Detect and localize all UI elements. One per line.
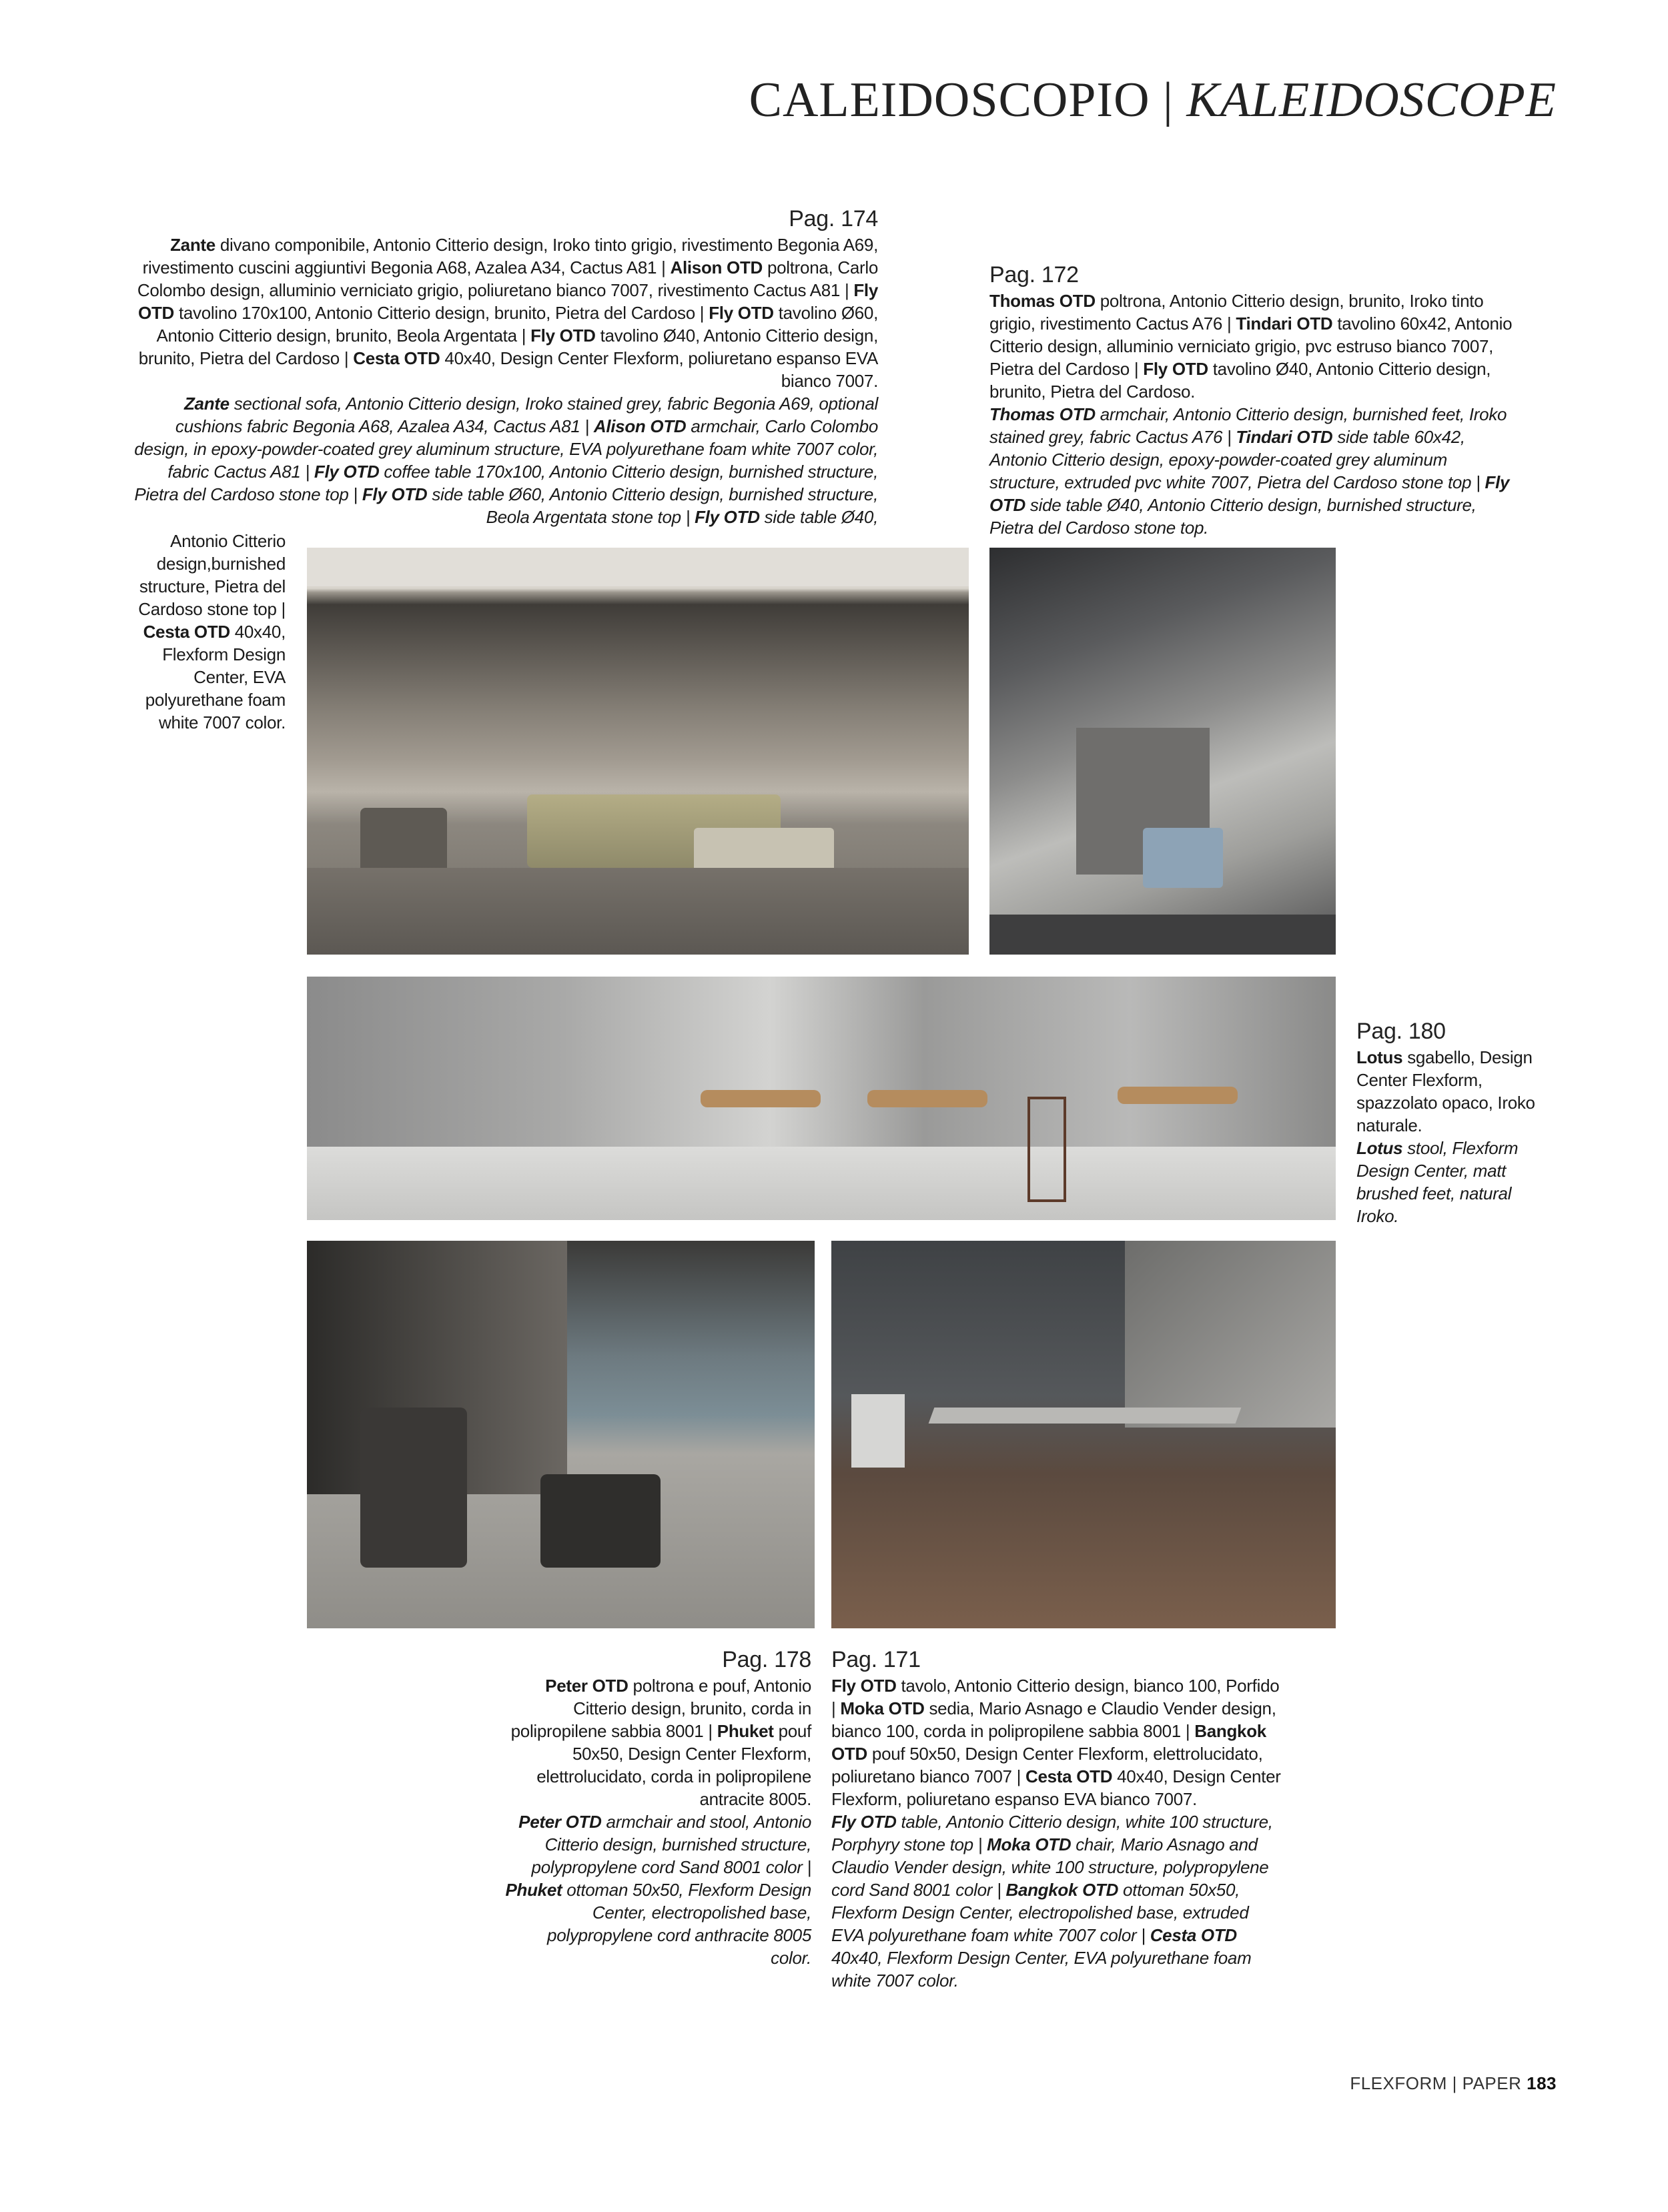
product-name: Fly OTD — [831, 1812, 897, 1832]
caption-english — [504, 1810, 811, 1969]
product-name: Tindari OTD — [1236, 427, 1333, 447]
caption-text: Antonio Citterio design,burnished structure, Pietra del Cardoso stone top | — [138, 531, 286, 619]
caption-text: table, Antonio Citterio design, white 100 structure, Porphyry stone top | — [831, 1812, 1273, 1854]
caption-text: stool, Flexform Design Center, matt brushed feet, natural Iroko. — [1356, 1138, 1519, 1226]
caption-pag-178 — [504, 1645, 811, 1969]
page-ref: Pag. 171 — [831, 1647, 921, 1672]
title-italian: CALEIDOSCOPIO — [749, 73, 1150, 127]
product-name: Fly OTD — [831, 1676, 897, 1696]
title-english: KALEIDOSCOPE — [1186, 73, 1557, 127]
caption-text: coffee table 170x100, Antonio Citterio design, burnished structure, Pietra del Cardoso stone top | — [134, 462, 878, 504]
product-name: Fly OTD — [695, 507, 760, 527]
footer-separator: | — [1452, 2073, 1457, 2093]
product-name: Fly OTD — [362, 484, 428, 504]
product-name: Cesta OTD — [1150, 1925, 1237, 1945]
product-name: Zante — [183, 394, 230, 414]
product-name: Moka OTD — [840, 1698, 925, 1718]
caption-text: 40x40, Flexform Design Center, EVA polyurethane foam white 7007 color. — [831, 1948, 1252, 1991]
product-name: Cesta OTD — [1025, 1766, 1113, 1786]
caption-text: sgabello, Design Center Flexform, spazzolato opaco, Iroko naturale. — [1356, 1047, 1535, 1135]
footer-label: PAPER — [1462, 2073, 1522, 2093]
caption-text: side table Ø40, — [759, 507, 878, 527]
caption-text: tavolino Ø40, Antonio Citterio design, brunito, Pietra del Cardoso | — [138, 326, 878, 368]
caption-italian — [128, 233, 878, 392]
caption-text: 40x40, Design Center Flexform, poliuretano espanso EVA bianco 7007. — [831, 1766, 1281, 1809]
photo-zante-sofa-terrace — [307, 548, 969, 955]
product-name: Fly OTD — [138, 280, 878, 323]
caption-text: tavolino 60x42, Antonio Citterio design, alluminio verniciato grigio, pvc estruso bianco 7007, Pietra del Cardoso | — [989, 314, 1513, 379]
caption-text: divano componibile, Antonio Citterio design, Iroko tinto grigio, rivestimento Begonia A69, rivestimento cuscini aggiuntivi Begonia A68, Azalea A34, Cactus A81 | — [142, 235, 878, 278]
caption-pag-171 — [831, 1645, 1282, 1992]
caption-pag-180 — [1356, 1017, 1557, 1227]
caption-text: tavolino Ø40, Antonio Citterio design, brunito, Pietra del Cardoso. — [989, 359, 1491, 402]
photo-lotus-stools — [307, 977, 1336, 1220]
product-name: Thomas OTD — [989, 404, 1096, 424]
product-name: Fly OTD — [314, 462, 380, 482]
caption-italian — [1356, 1046, 1557, 1137]
photo-peter-armchairs-lake — [307, 1241, 815, 1628]
product-name: Thomas OTD — [989, 291, 1096, 311]
caption-text: armchair, Carlo Colombo design, in epoxy-powder-coated grey aluminum structure, EVA polyurethane foam white 7007 color, fabric Cactus A81 | — [134, 416, 878, 482]
product-name: Moka OTD — [987, 1834, 1072, 1854]
photo-thomas-armchair — [989, 548, 1336, 955]
caption-english — [831, 1810, 1282, 1992]
product-name: Zante — [170, 235, 216, 255]
product-name: Alison OTD — [670, 257, 763, 278]
caption-text: poltrona, Antonio Citterio design, brunito, Iroko tinto grigio, rivestimento Cactus A76 | — [989, 291, 1484, 334]
caption-italian — [989, 290, 1517, 403]
page-ref: Pag. 174 — [789, 206, 878, 231]
caption-text: 40x40, Design Center Flexform, poliuretano espanso EVA bianco 7007. — [440, 348, 878, 391]
product-name: Cesta OTD — [143, 622, 230, 642]
caption-english — [128, 392, 878, 528]
product-name: Bangkok OTD — [831, 1721, 1266, 1764]
caption-italian — [831, 1674, 1282, 1810]
page-ref: Pag. 178 — [722, 1647, 811, 1672]
caption-text: 40x40, Flexform Design Center, EVA polyurethane foam white 7007 color. — [145, 622, 286, 732]
caption-text: poltrona, Carlo Colombo design, alluminio verniciato grigio, poliuretano bianco 7007, rivestimento Cactus A81 | — [137, 257, 878, 300]
caption-pag-172 — [989, 260, 1517, 539]
page-ref: Pag. 172 — [989, 262, 1079, 288]
product-name: Lotus — [1356, 1047, 1403, 1067]
product-name: Alison OTD — [593, 416, 687, 436]
caption-text: ottoman 50x50, Flexform Design Center, electropolished base, extruded EVA polyurethane foam white 7007 color | — [831, 1880, 1249, 1945]
caption-text: ottoman 50x50, Flexform Design Center, electropolished base, polypropylene cord anthracite 8005 color. — [547, 1880, 811, 1968]
caption-text: armchair, Antonio Citterio design, burnished feet, Iroko stained grey, fabric Cactus A76 | — [989, 404, 1507, 447]
caption-english-continued — [128, 530, 286, 734]
footer-brand: FLEXFORM — [1350, 2073, 1447, 2093]
product-name: Peter OTD — [545, 1676, 629, 1696]
product-name: Bangkok OTD — [1005, 1880, 1119, 1900]
product-name: Tindari OTD — [1236, 314, 1333, 334]
caption-text: side table Ø60, Antonio Citterio design, burnished structure, Beola Argentata stone top | — [427, 484, 878, 527]
caption-text: poltrona e pouf, Antonio Citterio design, brunito, corda in polipropilene sabbia 8001 | — [510, 1676, 811, 1741]
caption-text: sedia, Mario Asnago e Claudio Vender design, bianco 100, corda in polipropilene sabbia 8001 | — [831, 1698, 1276, 1741]
product-name: Fly OTD — [1143, 359, 1208, 379]
caption-text: tavolino 170x100, Antonio Citterio design, brunito, Pietra del Cardoso | — [174, 303, 709, 323]
caption-text: tavolino Ø60, Antonio Citterio design, brunito, Beola Argentata | — [156, 303, 878, 346]
page-number: 183 — [1527, 2073, 1557, 2093]
product-name: Phuket — [505, 1880, 562, 1900]
caption-text: armchair and stool, Antonio Citterio design, burnished structure, polypropylene cord Sand 8001 color | — [531, 1812, 811, 1877]
caption-text: pouf 50x50, Design Center Flexform, elettrolucidato, corda in polipropilene antracite 8005. — [536, 1721, 811, 1809]
caption-text: tavolo, Antonio Citterio design, bianco 100, Porfido | — [831, 1676, 1280, 1718]
caption-text: chair, Mario Asnago and Claudio Vender design, white 100 structure, polypropylene cord Sand 8001 color | — [831, 1834, 1269, 1900]
caption-pag-174 — [128, 204, 878, 528]
product-name: Fly OTD — [989, 472, 1510, 515]
title-separator: | — [1163, 73, 1174, 127]
product-name: Lotus — [1356, 1138, 1403, 1158]
caption-text: pouf 50x50, Design Center Flexform, elettrolucidato, poliuretano bianco 7007 | — [831, 1744, 1263, 1786]
photo-fly-table-moka-chairs — [831, 1241, 1336, 1628]
caption-text: side table 60x42, Antonio Citterio design, epoxy-powder-coated grey aluminum structure, extruded pvc white 7007, Pietra del Cardoso stone top | — [989, 427, 1485, 492]
page-title — [749, 72, 1557, 129]
caption-english — [1356, 1137, 1557, 1227]
page-footer — [1350, 2073, 1557, 2094]
product-name: Fly OTD — [709, 303, 774, 323]
page-ref: Pag. 180 — [1356, 1019, 1446, 1044]
product-name: Peter OTD — [518, 1812, 602, 1832]
caption-pag-174-continued — [128, 530, 286, 734]
caption-text: sectional sofa, Antonio Citterio design, Iroko stained grey, fabric Begonia A69, optional cushions fabric Begonia A68, Azalea A34, Cactus A81 | — [175, 394, 878, 436]
product-name: Cesta OTD — [353, 348, 440, 368]
product-name: Phuket — [717, 1721, 774, 1741]
caption-text: side table Ø40, Antonio Citterio design, burnished structure, Pietra del Cardoso stone top. — [989, 495, 1477, 538]
caption-italian — [504, 1674, 811, 1810]
caption-english — [989, 403, 1517, 539]
product-name: Fly OTD — [530, 326, 596, 346]
